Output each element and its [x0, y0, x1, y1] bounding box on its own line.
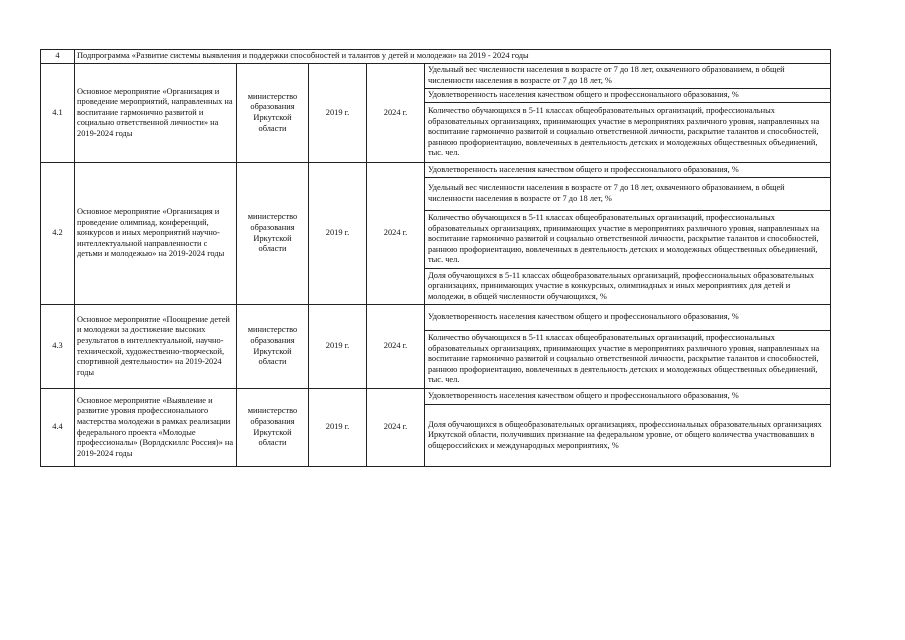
event-name: Основное мероприятие «Организация и проведение мероприятий, направленных на воспитание гармонично развитой и социально ответственной личности» на 2019-2024 годы [75, 64, 237, 163]
executor: министерство образования Иркутской области [237, 305, 309, 389]
event-name: Основное мероприятие «Выявление и развитие уровня профессионального мастерства молодежи в рамках реализации федерального проекта «Молодые профессионалы» (Ворлдскиллс Россия)» на 2019-2024 годы [75, 389, 237, 467]
indicator: Доля обучающихся в общеобразовательных организациях, профессиональных образовательных организациях Иркутской области, получивших признание на федеральном уровне, от общего количества участвовавших в общероссийских и международных мероприятиях, % [425, 405, 831, 467]
row-number: 4.1 [41, 64, 75, 163]
subprogram-title: Подпрограмма «Развитие системы выявления и поддержки способностей и талантов у детей и молодежи» на 2019 - 2024 годы [75, 50, 831, 64]
table-row [41, 305, 831, 331]
end-year: 2024 г. [367, 389, 425, 467]
indicator: Удовлетворенность населения качеством общего и профессионального образования, % [425, 163, 831, 178]
start-year: 2019 г. [309, 389, 367, 467]
program-table [40, 49, 831, 467]
indicator: Удовлетворенность населения качеством общего и профессионального образования, % [425, 389, 831, 405]
indicator: Количество обучающихся в 5-11 классах общеобразовательных организаций, профессиональных образовательных организациях, принимающих участие в мероприятиях различного уровня, направленных на воспитание гармонично развитой и социально ответственной личности, раскрытие талантов и способностей, раннюю профориентацию, вовлеченных в деятельность детских и молодежных общественных объединений, тыс. чел. [425, 103, 831, 163]
end-year: 2024 г. [367, 305, 425, 389]
subprogram-number: 4 [41, 50, 75, 64]
executor: министерство образования Иркутской области [237, 389, 309, 467]
indicator: Количество обучающихся в 5-11 классах общеобразовательных организаций, профессиональных образовательных организациях, принимающих участие в мероприятиях различного уровня, направленных на воспитание гармонично развитой и социально ответственной личности, раскрытие талантов и способностей, раннюю профориентацию, вовлеченных в деятельность детских и молодежных общественных объединений, тыс. чел. [425, 211, 831, 269]
subprogram-header-row [41, 50, 831, 64]
start-year: 2019 г. [309, 64, 367, 163]
row-number: 4.3 [41, 305, 75, 389]
executor: министерство образования Иркутской области [237, 64, 309, 163]
row-number: 4.4 [41, 389, 75, 467]
table-row [41, 163, 831, 178]
indicator: Удельный вес численности населения в возрасте от 7 до 18 лет, охваченного образованием, в общей численности населения в возрасте от 7 до 18 лет, % [425, 64, 831, 89]
indicator: Удовлетворенность населения качеством общего и профессионального образования, % [425, 89, 831, 103]
end-year: 2024 г. [367, 163, 425, 305]
start-year: 2019 г. [309, 305, 367, 389]
start-year: 2019 г. [309, 163, 367, 305]
table-row [41, 389, 831, 405]
executor: министерство образования Иркутской области [237, 163, 309, 305]
indicator: Удовлетворенность населения качеством общего и профессионального образования, % [425, 305, 831, 331]
row-number: 4.2 [41, 163, 75, 305]
indicator: Доля обучающихся в 5-11 классах общеобразовательных организаций, профессиональных образовательных организациях, принимающих участие в конкурсных, олимпиадных и иных мероприятиях для детей и молодежи, в общей численности обучающихся, % [425, 269, 831, 305]
event-name: Основное мероприятие «Поощрение детей и молодежи за достижение высоких результатов в интеллектуальной, научно-технической, художественно-творческой, спортивной деятельности» на 2019-2024 годы [75, 305, 237, 389]
indicator: Удельный вес численности населения в возрасте от 7 до 18 лет, охваченного образованием, в общей численности населения в возрасте от 7 до 18 лет, % [425, 178, 831, 211]
event-name: Основное мероприятие «Организация и проведение олимпиад, конференций, конкурсов и иных мероприятий научно-интеллектуальной направленности с детьми и молодежью» на 2019-2024 годы [75, 163, 237, 305]
indicator: Количество обучающихся в 5-11 классах общеобразовательных организаций, профессиональных образовательных организациях, принимающих участие в мероприятиях различного уровня, направленных на воспитание гармонично развитой и социально ответственной личности, раскрытие талантов и способностей, раннюю профориентацию, вовлеченных в деятельность детских и молодежных общественных объединений, тыс. чел. [425, 331, 831, 389]
table-row [41, 64, 831, 89]
end-year: 2024 г. [367, 64, 425, 163]
